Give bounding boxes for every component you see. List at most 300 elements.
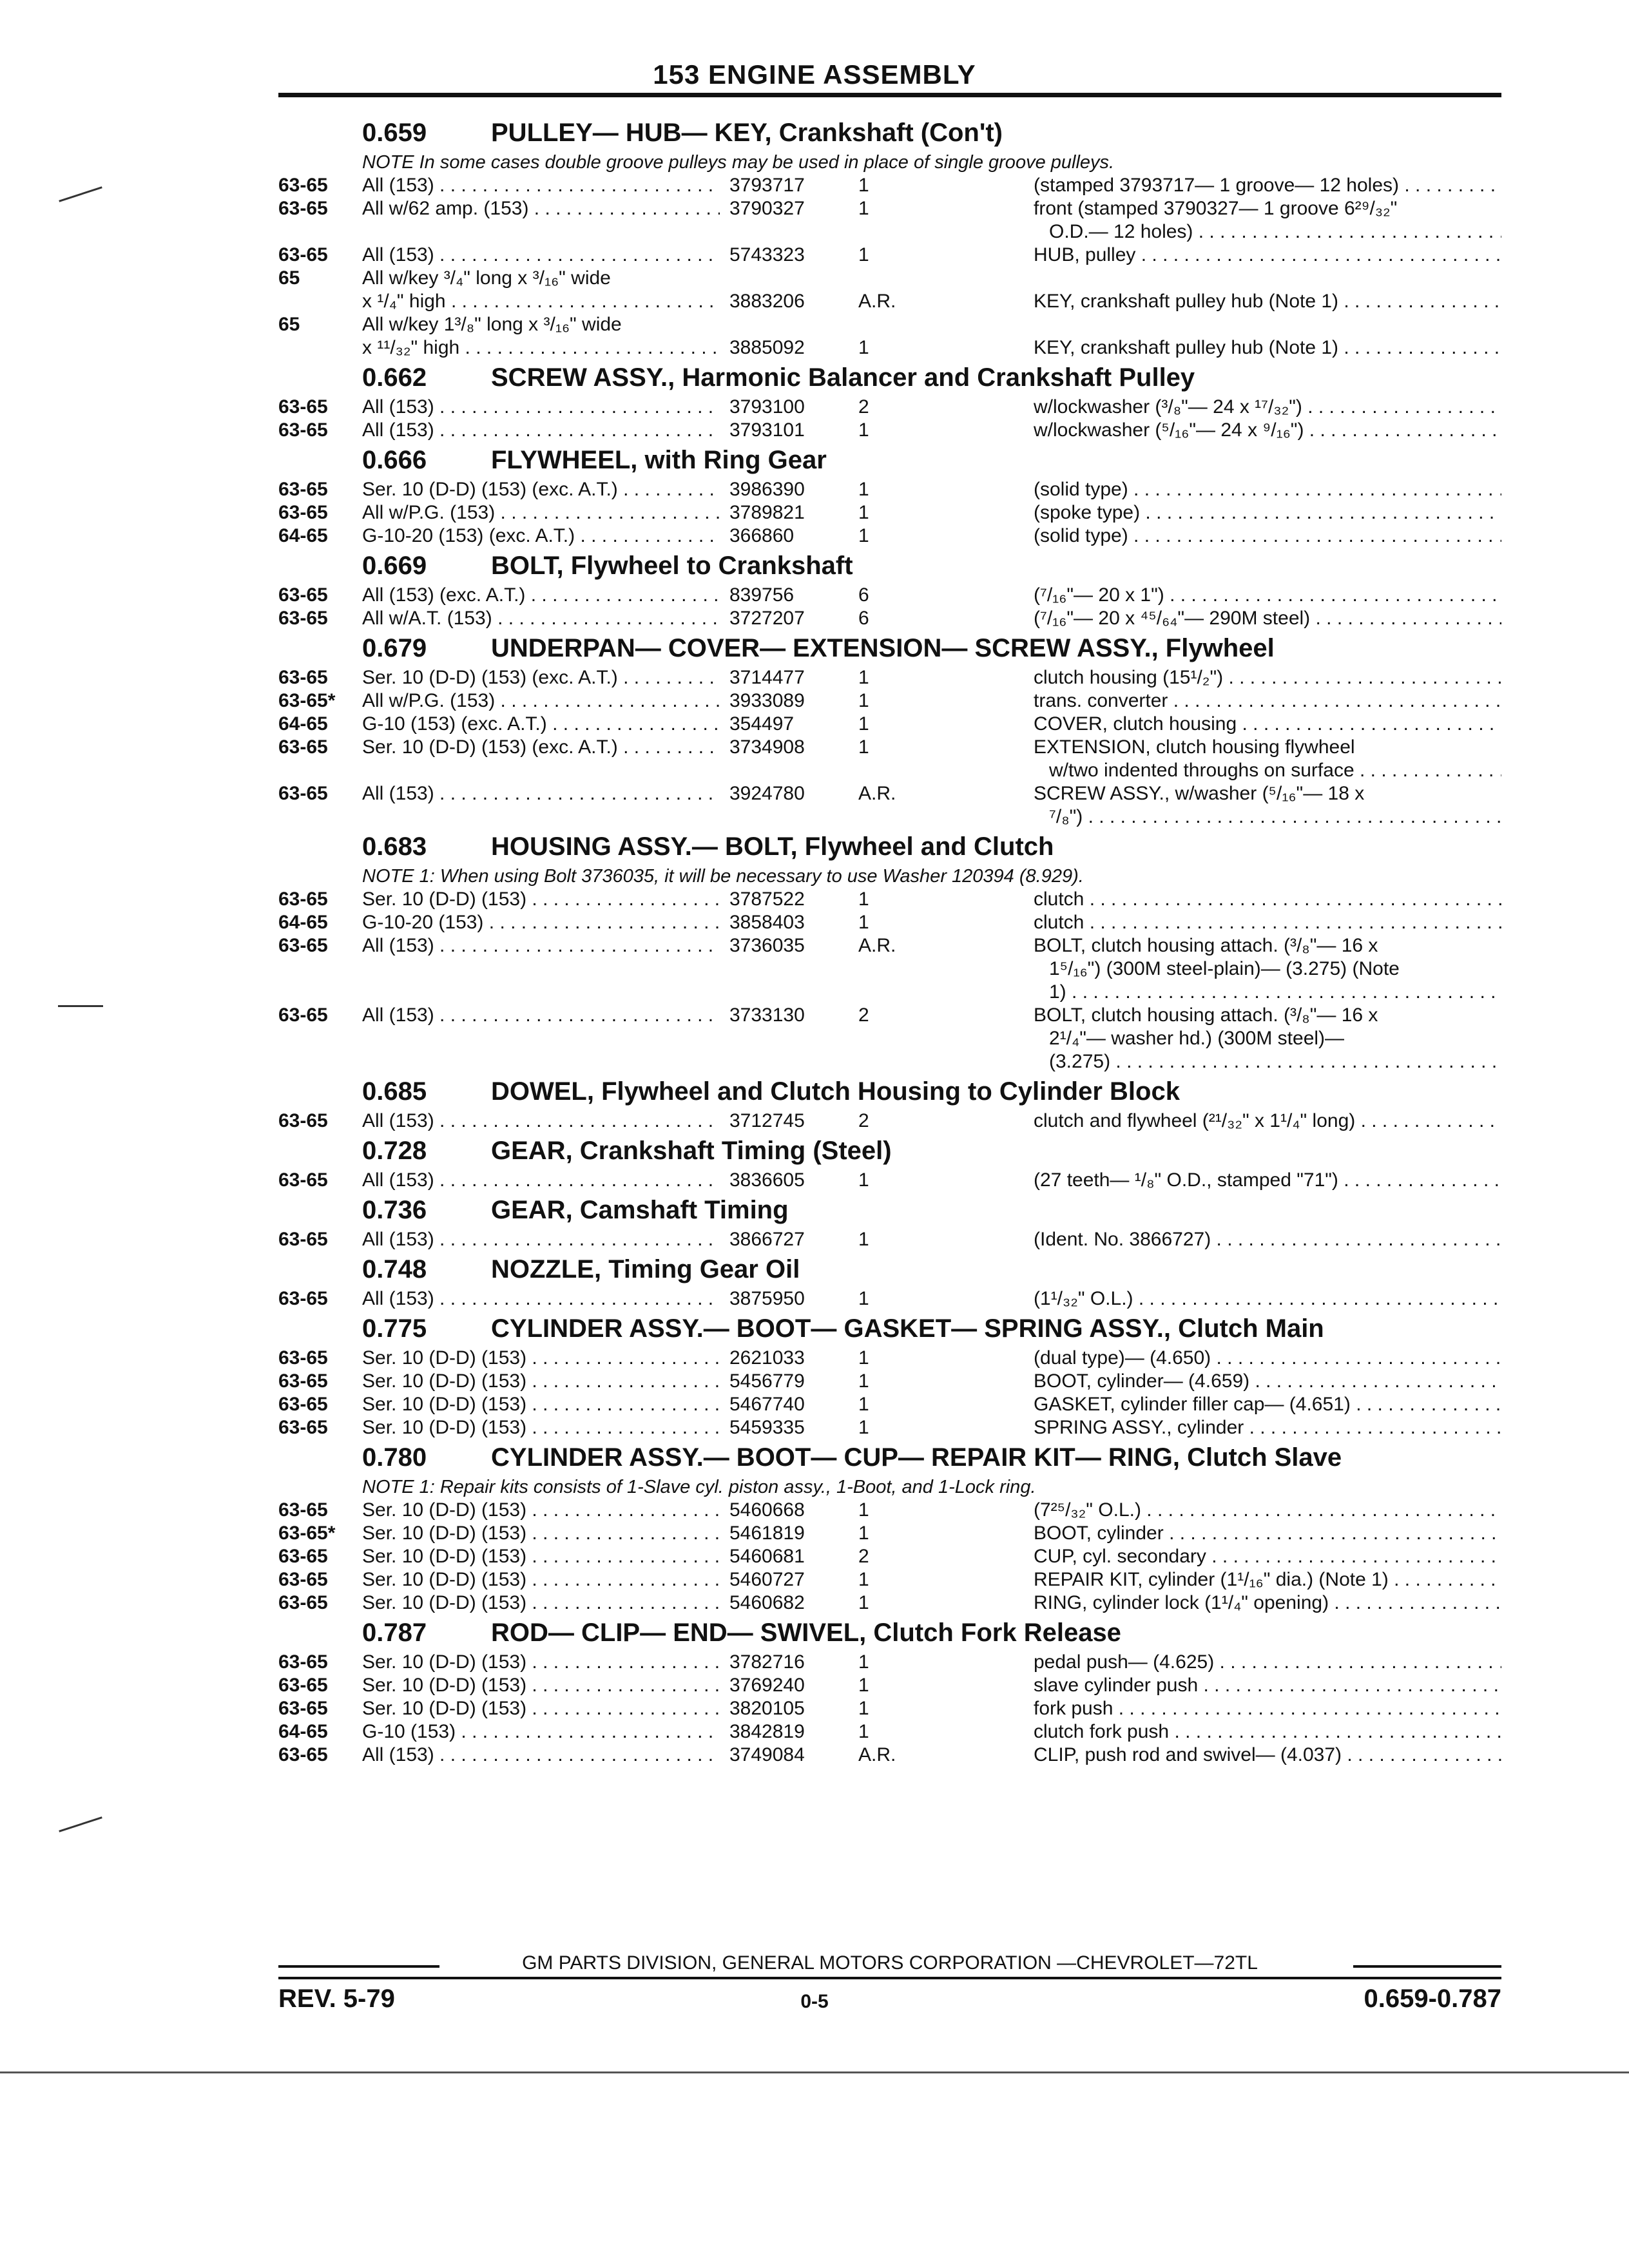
description-text: BOOT, cylinder . . . [1034,1522,1501,1545]
description-text: (Ident. No. 3866727) . . . [1034,1228,1501,1251]
quantity: 1 [858,1651,869,1673]
application-cell [362,524,720,548]
quantity: 1 [858,1523,869,1544]
application-text: All w/key ³/₄" long x ³/₁₆" wide [362,267,611,289]
application-text: Ser. 10 (D-D) (153) . . . [362,1674,720,1697]
description-text: clutch . . . [1034,911,1501,934]
description-cell [1034,1004,1501,1073]
part-number: 3858403 [729,912,805,933]
quantity: 1 [858,1370,869,1392]
quantity: 1 [858,1698,869,1719]
description-text: (⁷/₁₆"— 20 x ⁴⁵/₆₄"— 290M steel) . . . [1034,607,1501,630]
part-number: 5459335 [729,1417,805,1438]
application-text: All (153) . . . [362,396,720,419]
quantity: 1 [858,525,869,546]
section-name: NOZZLE, Timing Gear Oil [491,1255,800,1283]
section-name: PULLEY— HUB— KEY, Crankshaft (Con't) [491,119,1003,147]
part-number: 3782716 [729,1651,805,1673]
description-cell [1034,1674,1501,1697]
description-text: KEY, crankshaft pulley hub (Note 1) . . . [1034,290,1501,313]
part-number: 3866727 [729,1229,805,1250]
description-cell [1034,713,1501,736]
description-cell [1034,1591,1501,1615]
application-cell [362,197,720,220]
description-text: BOLT, clutch housing attach. (³/₈"— 16 x [1034,1004,1378,1026]
application-cell [362,1522,720,1545]
part-row [278,1416,1501,1439]
part-row [278,911,1501,934]
description-text: w/lockwasher (⁵/₁₆"— 24 x ⁹/₁₆") . . . [1034,419,1501,442]
application-text: G-10 (153) (exc. A.T.) . . . [362,713,720,736]
description-text: (1¹/₃₂" O.L.) . . . [1034,1287,1501,1311]
description-text: 1) . . . [1034,981,1501,1004]
model-years: 63-65 [278,667,328,688]
application-cell [362,313,720,360]
page-title: 153 ENGINE ASSEMBLY [653,59,976,90]
part-row [278,501,1501,524]
part-number: 3820105 [729,1698,805,1719]
quantity: 1 [858,419,869,441]
description-text: slave cylinder push . . . [1034,1674,1501,1697]
description-text: (stamped 3793717— 1 groove— 12 holes) . . . [1034,174,1501,197]
description-text: clutch housing (15¹/₂") . . . [1034,666,1501,689]
description-text: (⁷/₁₆"— 20 x 1") . . . [1034,584,1501,607]
part-number: 3749084 [729,1744,805,1765]
description-cell [1034,1228,1501,1251]
description-text: front (stamped 3790327— 1 groove 6²⁹/₃₂" [1034,198,1398,219]
application-text: All w/key 1³/₈" long x ³/₁₆" wide [362,314,622,335]
application-text: Ser. 10 (D-D) (153) . . . [362,1370,720,1393]
margin-mark [58,1005,103,1007]
application-cell [362,1499,720,1522]
quantity: 6 [858,584,869,606]
description-text: pedal push— (4.625) . . . [1034,1651,1501,1674]
application-cell [362,1744,720,1767]
description-text: w/two indented throughs on surface . . . [1034,759,1501,782]
header-rule [278,93,1501,97]
model-years: 63-65 [278,1744,328,1765]
part-number: 5467740 [729,1394,805,1415]
note-text: NOTE 1: Repair kits consists of 1-Slave cyl. piston assy., 1-Boot, and 1-Lock ring. [362,1477,1036,1497]
model-years: 63-65 [278,1592,328,1613]
description-cell [1034,1287,1501,1311]
part-row [278,244,1501,267]
quantity: 1 [858,1569,869,1590]
application-text: All w/A.T. (153) . . . [362,607,720,630]
application-text: All (153) . . . [362,934,720,957]
application-cell [362,1568,720,1591]
application-cell [362,1416,720,1439]
part-number: 366860 [729,525,795,546]
description-text: fork push . . . [1034,1697,1501,1720]
quantity: A.R. [858,1744,896,1765]
description-text: clutch and flywheel (²¹/₃₂" x 1¹/₄" long) . . . [1034,1110,1501,1133]
part-row [278,934,1501,1004]
description-cell [1034,419,1501,442]
part-row [278,396,1501,419]
application-cell [362,736,720,759]
part-number: 3714477 [729,667,805,688]
description-text: HUB, pulley . . . [1034,244,1501,267]
part-row [278,736,1501,782]
application-cell [362,782,720,805]
model-years: 63-65 [278,1698,328,1719]
application-text: All (153) (exc. A.T.) . . . [362,584,720,607]
quantity: 1 [858,198,869,219]
quantity: 1 [858,1169,869,1191]
section-heading [278,442,1501,478]
application-cell [362,1169,720,1192]
model-years: 65 [278,314,300,335]
description-cell [1034,1499,1501,1522]
part-row [278,1591,1501,1615]
description-text: (7²⁵/₃₂" O.L.) . . . [1034,1499,1501,1522]
section-number: 0.787 [362,1619,427,1647]
quantity: 1 [858,502,869,523]
description-cell [1034,313,1501,360]
part-row [278,782,1501,829]
description-text: RING, cylinder lock (1¹/₄" opening) . . . [1034,1591,1501,1615]
part-number: 5456779 [729,1370,805,1392]
application-text: All (153) . . . [362,1287,720,1311]
model-years: 63-65 [278,1675,328,1696]
part-row [278,713,1501,736]
application-text: Ser. 10 (D-D) (153) . . . [362,1651,720,1674]
section-name: FLYWHEEL, with Ring Gear [491,446,827,474]
description-cell [1034,1697,1501,1720]
quantity: 1 [858,175,869,196]
margin-mark [59,186,102,202]
model-years: 64-65 [278,912,328,933]
application-cell [362,244,720,267]
quantity: 1 [858,1347,869,1369]
quantity: 2 [858,396,869,418]
part-number: 3883206 [729,291,805,312]
description-text: (27 teeth— ¹/₈" O.D., stamped "71") . . . [1034,1169,1501,1192]
section-number: 0.685 [362,1077,427,1106]
part-row [278,584,1501,607]
section-name: SCREW ASSY., Harmonic Balancer and Crankshaft Pulley [491,363,1195,392]
application-cell [362,1720,720,1744]
description-cell [1034,934,1501,1004]
description-cell [1034,1522,1501,1545]
quantity: 1 [858,1394,869,1415]
application-text: Ser. 10 (D-D) (153) . . . [362,1347,720,1370]
application-text: All (153) . . . [362,1004,720,1027]
model-years: 63-65* [278,1523,336,1544]
application-text: All (153) . . . [362,244,720,267]
description-cell [1034,174,1501,197]
section-note [278,151,1501,174]
part-row [278,1545,1501,1568]
model-years: 63-65 [278,175,328,196]
part-number: 3793717 [729,175,805,196]
part-row [278,1169,1501,1192]
description-text: clutch . . . [1034,888,1501,911]
description-cell [1034,911,1501,934]
model-years: 63-65 [278,608,328,629]
quantity: 1 [858,1675,869,1696]
application-text: Ser. 10 (D-D) (153) . . . [362,1499,720,1522]
application-cell [362,1393,720,1416]
part-number: 3924780 [729,783,805,804]
description-cell [1034,1169,1501,1192]
application-cell [362,888,720,911]
part-row [278,313,1501,360]
description-text: KEY, crankshaft pulley hub (Note 1) . . . [1034,336,1501,360]
part-number: 5461819 [729,1523,805,1544]
quantity: 1 [858,1592,869,1613]
part-row [278,1674,1501,1697]
description-cell [1034,478,1501,501]
quantity: 1 [858,713,869,735]
part-row [278,1697,1501,1720]
part-number: 3793101 [729,419,805,441]
model-years: 63-65 [278,1004,328,1026]
description-cell [1034,666,1501,689]
section-number: 0.659 [362,119,427,147]
application-cell [362,934,720,957]
application-text: Ser. 10 (D-D) (153) . . . [362,888,720,911]
revision-label: REV. 5-79 [278,1984,395,2013]
description-text: REPAIR KIT, cylinder (1¹/₁₆" dia.) (Note 1) . . . [1034,1568,1501,1591]
model-years: 63-65 [278,396,328,418]
model-years: 63-65 [278,244,328,265]
description-cell [1034,1347,1501,1370]
description-text: 2¹/₄"— washer hd.) (300M steel)— [1049,1028,1345,1049]
application-text: All (153) . . . [362,1169,720,1192]
quantity: 1 [858,1721,869,1742]
application-cell [362,1697,720,1720]
application-cell [362,1591,720,1615]
section-name: UNDERPAN— COVER— EXTENSION— SCREW ASSY., Flywheel [491,634,1275,662]
part-number: 3875950 [729,1288,805,1309]
quantity: 1 [858,1499,869,1521]
description-cell [1034,1651,1501,1674]
application-cell [362,1347,720,1370]
application-cell [362,911,720,934]
part-number: 3885092 [729,337,805,358]
application-text: Ser. 10 (D-D) (153) . . . [362,1591,720,1615]
description-cell [1034,396,1501,419]
section-name: CYLINDER ASSY.— BOOT— GASKET— SPRING ASSY., Clutch Main [491,1314,1324,1343]
application-text: Ser. 10 (D-D) (153) (exc. A.T.) . . . [362,478,720,501]
part-row [278,689,1501,713]
section-number: 0.669 [362,552,427,580]
model-years: 63-65 [278,1417,328,1438]
part-number: 3789821 [729,502,805,523]
part-row [278,1393,1501,1416]
model-years: 63-65 [278,1347,328,1369]
description-text: EXTENSION, clutch housing flywheel [1034,736,1355,758]
application-cell [362,1674,720,1697]
parts-list [278,115,1501,1767]
part-number: 5743323 [729,244,805,265]
application-cell [362,1651,720,1674]
description-cell [1034,1416,1501,1439]
application-text: x ¹¹/₃₂" high . . . [362,336,720,360]
quantity: A.R. [858,935,896,956]
description-cell [1034,1393,1501,1416]
part-number: 3736035 [729,935,805,956]
quantity: 1 [858,889,869,910]
quantity: A.R. [858,783,896,804]
description-text: (3.275) . . . [1034,1050,1501,1073]
application-text: All (153) . . . [362,1110,720,1133]
section-number: 0.666 [362,446,427,474]
section-heading [278,1439,1501,1475]
model-years: 63-65 [278,1229,328,1250]
description-cell [1034,888,1501,911]
part-row [278,888,1501,911]
description-cell [1034,1545,1501,1568]
section-heading [278,630,1501,666]
description-cell [1034,1720,1501,1744]
model-years: 63-65 [278,736,328,758]
section-name: HOUSING ASSY.— BOLT, Flywheel and Clutch [491,832,1054,861]
part-row [278,607,1501,630]
quantity: 2 [858,1546,869,1567]
model-years: 63-65 [278,1394,328,1415]
description-text: SCREW ASSY., w/washer (⁵/₁₆"— 18 x [1034,783,1365,804]
description-cell [1034,1370,1501,1393]
model-years: 63-65 [278,1288,328,1309]
section-name: GEAR, Camshaft Timing [491,1196,789,1224]
quantity: 6 [858,608,869,629]
application-cell [362,666,720,689]
model-years: 63-65 [278,935,328,956]
application-text: Ser. 10 (D-D) (153) . . . [362,1393,720,1416]
model-years: 64-65 [278,1721,328,1742]
model-years: 63-65 [278,1499,328,1521]
section-name: BOLT, Flywheel to Crankshaft [491,552,853,580]
margin-mark [59,1816,102,1832]
quantity: 1 [858,337,869,358]
description-cell [1034,244,1501,267]
description-cell [1034,197,1501,244]
quantity: 2 [858,1004,869,1026]
application-text: Ser. 10 (D-D) (153) . . . [362,1568,720,1591]
model-years: 63-65 [278,889,328,910]
description-cell [1034,267,1501,313]
section-heading [278,360,1501,396]
part-row [278,1110,1501,1133]
application-cell [362,478,720,501]
description-cell [1034,607,1501,630]
part-row [278,666,1501,689]
application-text: All (153) . . . [362,1228,720,1251]
part-row [278,197,1501,244]
part-number: 3787522 [729,889,805,910]
description-text [1034,313,1501,336]
section-number: 0.775 [362,1314,427,1343]
quantity: 2 [858,1110,869,1131]
model-years: 63-65 [278,1651,328,1673]
section-note [278,1475,1501,1499]
application-text: Ser. 10 (D-D) (153) . . . [362,1522,720,1545]
part-number: 5460681 [729,1546,805,1567]
quantity: A.R. [858,291,896,312]
description-cell [1034,584,1501,607]
application-text: G-10-20 (153) (exc. A.T.) . . . [362,524,720,548]
part-number: 3933089 [729,690,805,711]
description-text: (solid type) . . . [1034,478,1501,501]
part-row [278,1287,1501,1311]
section-number: 0.662 [362,363,427,392]
part-number: 3836605 [729,1169,805,1191]
quantity: 1 [858,244,869,265]
model-years: 64-65 [278,713,328,735]
part-row [278,524,1501,548]
quantity: 1 [858,1229,869,1250]
part-number: 3712745 [729,1110,805,1131]
part-number: 3727207 [729,608,805,629]
quantity: 1 [858,690,869,711]
part-row [278,1720,1501,1744]
section-heading [278,115,1501,151]
description-cell [1034,524,1501,548]
footer-company: GM PARTS DIVISION, GENERAL MOTORS CORPORATION —CHEVROLET—72TL [522,1952,1258,1974]
section-number: 0.748 [362,1255,427,1283]
description-text: O.D.— 12 holes) . . . [1034,220,1501,244]
description-text: trans. converter . . . [1034,689,1501,713]
section-number: 0.679 [362,634,427,662]
part-number: 5460668 [729,1499,805,1521]
section-note [278,865,1501,888]
application-text: Ser. 10 (D-D) (153) . . . [362,1545,720,1568]
description-text: GASKET, cylinder filler cap— (4.651) . . . [1034,1393,1501,1416]
section-heading [278,1615,1501,1651]
description-cell [1034,1110,1501,1133]
section-name: GEAR, Crankshaft Timing (Steel) [491,1137,892,1165]
part-number: 839756 [729,584,795,606]
part-row [278,1651,1501,1674]
description-cell [1034,1568,1501,1591]
description-cell [1034,782,1501,829]
application-cell [362,396,720,419]
quantity: 1 [858,667,869,688]
part-row [278,419,1501,442]
part-number: 3733130 [729,1004,805,1026]
part-number: 3769240 [729,1675,805,1696]
section-number: 0.728 [362,1137,427,1165]
part-row [278,478,1501,501]
model-years: 63-65 [278,419,328,441]
description-text: BOOT, cylinder— (4.659) . . . [1034,1370,1501,1393]
model-years: 63-65 [278,1569,328,1590]
description-text: (dual type)— (4.650) . . . [1034,1347,1501,1370]
description-text: (solid type) . . . [1034,524,1501,548]
part-row [278,267,1501,313]
application-cell [362,584,720,607]
model-years: 64-65 [278,525,328,546]
section-heading [278,829,1501,865]
application-cell [362,1004,720,1027]
part-number: 354497 [729,713,795,735]
description-text: w/lockwasher (³/₈"— 24 x ¹⁷/₃₂") . . . [1034,396,1501,419]
part-number: 3842819 [729,1721,805,1742]
section-number: 0.780 [362,1443,427,1472]
bottom-scan-line [0,2071,1629,2073]
part-number: 3734908 [729,736,805,758]
application-cell [362,1370,720,1393]
application-text: Ser. 10 (D-D) (153) . . . [362,1697,720,1720]
model-years: 63-65* [278,690,336,711]
application-cell [362,607,720,630]
part-row [278,1228,1501,1251]
part-number: 3790327 [729,198,805,219]
section-heading [278,1192,1501,1228]
